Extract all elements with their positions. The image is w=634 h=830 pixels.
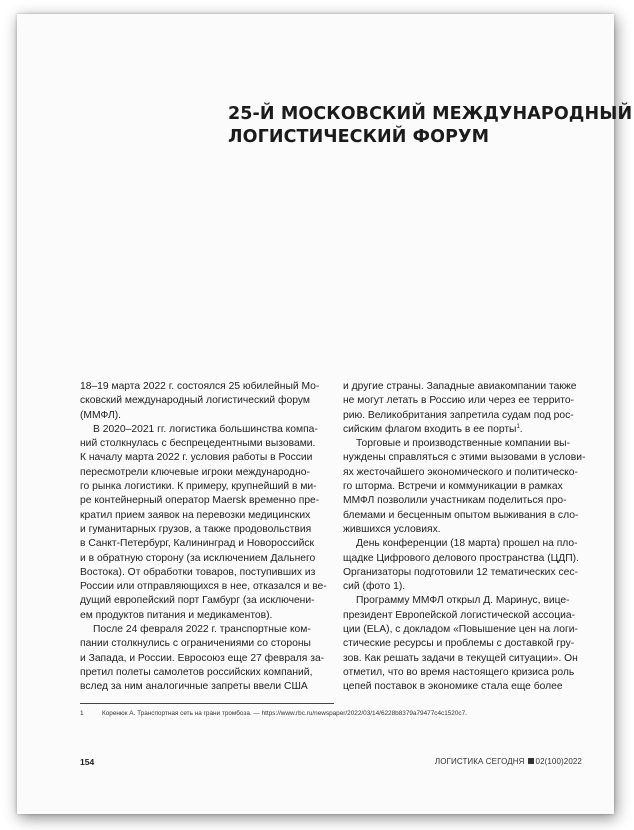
text-line: стические ресурсы и проблемы с доставкой гру-	[343, 638, 575, 650]
text-line: пании столкнулись с ограничениями со стороны	[80, 638, 311, 650]
text-line: и гуманитарных грузов, а также продовольствия	[80, 523, 312, 535]
text-column-right	[343, 380, 595, 695]
text-line: вслед за ним аналогичные запреты ввели США	[80, 681, 308, 693]
text-line: ний столкнулась с беспрецедентными вызовами.	[80, 438, 316, 450]
text-line: 18–19 марта 2022 г. состоялся 25 юбилейный Мо-	[80, 381, 320, 392]
text-line: жившихся условиях.	[343, 523, 441, 535]
text-line: ММФЛ позволили участникам поделиться про-	[343, 495, 567, 507]
text-line-content: сийским флагом входить в ее порты	[343, 423, 517, 435]
text-line: сий (фото 1).	[343, 581, 406, 593]
text-line: Организаторы подготовили 12 тематических сес-	[343, 566, 578, 578]
text-column-left	[80, 380, 332, 695]
text-line: ях жесточайшего экономического и политическо-	[343, 466, 578, 478]
text-line: нуждены справляться с этими вызовами в услови-	[343, 452, 586, 464]
text-line: рию. Великобритания запретила судам под рос-	[343, 409, 574, 421]
text-line: претил полеты самолетов российских компаний,	[80, 666, 313, 678]
text-line: В 2020–2021 гг. логистика большинства компа-	[93, 423, 318, 435]
text-line: го шторма. Встречи и коммуникации в рамках	[343, 481, 563, 493]
text-line: и другие страны. Западные авиакомпании также	[343, 381, 577, 392]
text-line: России или отправляющихся в нее, отказался и ве-	[80, 581, 327, 593]
text-line: ем продуктов питания и медикаментов).	[80, 609, 273, 621]
footnote-divider	[80, 703, 334, 704]
text-line: К началу марта 2022 г. условия работы в России	[80, 452, 313, 464]
text-line: После 24 февраля 2022 г. транспортные ком-	[93, 624, 311, 636]
title-line: 25-Й МОСКОВСКИЙ МЕЖДУНАРОДНЫЙ	[228, 104, 633, 124]
text-line: не могут летать в Россию или через ее террито-	[343, 395, 574, 407]
text-line: цепей поставок в экономике стала еще более	[343, 681, 563, 693]
journal-footer	[435, 757, 582, 766]
text-line: щадке Цифрового делового пространства (ЦДП).	[343, 552, 579, 564]
text-line: ре контейнерный оператор Maersk временно пре-	[80, 495, 320, 507]
text-line: и Запада, и России. Евросоюз еще 27 февраля за-	[80, 652, 325, 664]
text-line: сковский международный логистический форум	[80, 395, 310, 407]
footnote-number: 1	[80, 710, 84, 717]
square-separator-icon	[528, 758, 534, 764]
text-line: и в обратную сторону (за исключением Дальнего	[80, 552, 316, 564]
title-line: ЛОГИСТИЧЕСКИЙ ФОРУМ	[228, 127, 490, 147]
journal-name: ЛОГИСТИКА СЕГОДНЯ	[434, 757, 525, 766]
text-line: в Санкт-Петербург, Калининград и Новороссийск	[80, 538, 315, 550]
text-line: кратил прием заявок на перевозки медицинских	[80, 509, 311, 521]
page-number: 154	[80, 757, 95, 767]
text-line: (ММФЛ).	[80, 409, 122, 421]
footnote	[80, 709, 600, 718]
text-line: Торговые и производственные компании вы-	[356, 438, 571, 450]
text-line: дущий европейский порт Гамбург (за исключени-	[80, 595, 315, 607]
document-page	[17, 14, 633, 814]
text-line: отметил, что во время настоящего кризиса роль	[343, 666, 575, 678]
journal-issue: 02(100)2022	[535, 757, 582, 766]
text-line: ции (ELA), с докладом «Повышение цен на логи-	[343, 624, 578, 636]
text-line: пересмотрели ключевые игроки международно-	[80, 466, 310, 478]
footnote-text[interactable]: Коренюк А. Транспортная сеть на грани тромбоза. — https://www.rbc.ru/newspaper/2022/03/14/6228b8379a79477c4c1520c7.	[102, 710, 467, 717]
text-line: го рынка логистики. К примеру, крупнейший в ми-	[80, 481, 317, 493]
text-line: сийским флагом входить в ее порты$^1$.	[343, 423, 523, 435]
text-line: блемами и бесценным опытом выживания в сло-	[343, 509, 579, 521]
text-line: День конференции (18 марта) прошел на пло-	[356, 538, 578, 550]
text-line: зов. Как решать задачи в текущей ситуации». Он	[343, 652, 578, 664]
text-line: президент Европейской логистической ассоциа-	[343, 609, 576, 621]
article-title	[228, 103, 633, 149]
footnote-marker: 1	[516, 423, 520, 430]
text-line: Программу ММФЛ открыл Д. Маринус, вице-	[356, 595, 570, 607]
text-line: Востока). От обработки товаров, поступивших из	[80, 566, 316, 578]
